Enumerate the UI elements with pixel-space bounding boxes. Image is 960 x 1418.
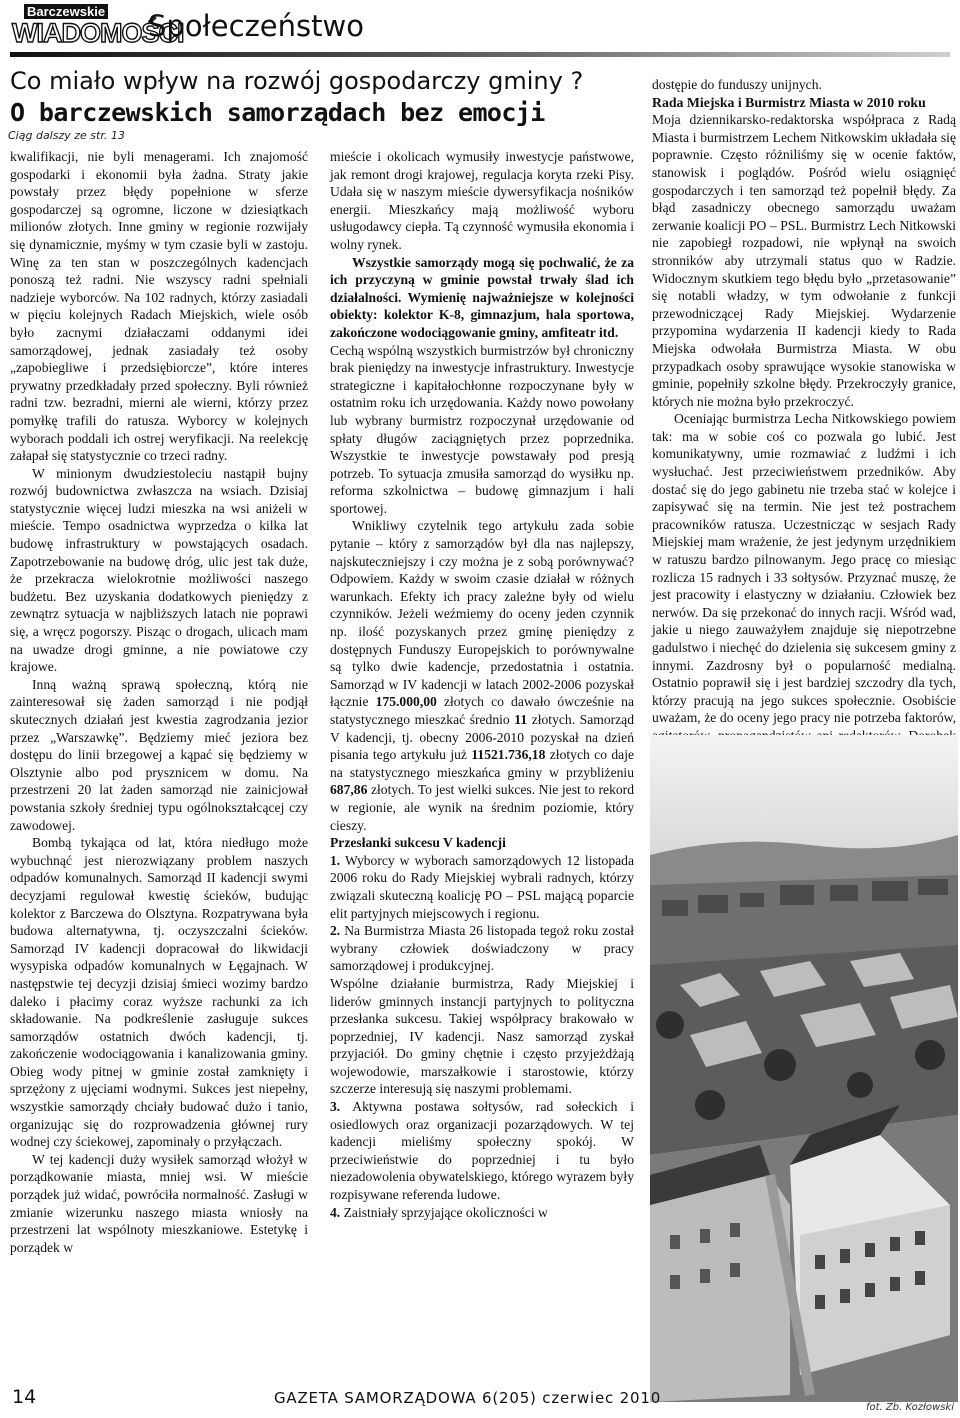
continued-note: Ciąg dalszy ze str. 13 (8, 129, 125, 142)
premise-number: 3. (330, 1099, 341, 1115)
premise-text: Wspólne działanie burmistrza, Rady Miejskiej i liderów gminnych instancji partyjnych to polityczna przesłanka sukcesu. Takiej współpracy brakowało w poprzedniej, IV kadencji. Nasz samorząd zyskał przyjaciół. Do gminy chętnie i często przyjeżdżają wojewodowie, marszałkowie i starostowie, którzy szczerze interesują się naszymi problemami. (330, 975, 634, 1097)
text-run: złotych co dawało ówcześnie na statystycznego mieszkać średnio (330, 694, 635, 727)
paragraph: W minionym dwudziestoleciu nastąpił bujny rozwój budownictwa zwłaszcza na wsiach. Dzisiaj statystycznie więcej ludzi mieszka na wsi aniżeli w mieście. Tempo osadnictwa wyprzedza o kilka lat budowę infrastruktury w powstających osadach. Zapotrzebowanie na budowę dróg, ulic jest tak duże, że przekracza wielokrotnie możliwości naszego budżetu. Bez uzyskania dodatkowych pieniędzy z zewnątrz sytuacja w najbliższych latach nie poprawi się, a wręcz pogorszy. Pisząc o drogach, ulicach mam na uwadze drogi gminne, a nie powiatowe czy krajowe. (10, 465, 308, 675)
page-footer (0, 1378, 960, 1418)
premise-item (330, 852, 634, 922)
subheading-premises: Przesłanki sukcesu V kadencji (330, 835, 506, 851)
premise-text: Wyborcy w wyborach samorządowych 12 listopada 2006 roku do Rady Miejskiej wybrali radnych, którzy związali skuteczną koalicję PO – PSL mającą poparcie elit partyjnych miejscowych i regionu. (330, 852, 634, 921)
premise-item (330, 1098, 634, 1204)
article-headline: Co miało wpływ na rozwój gospodarczy gminy ? (10, 67, 584, 95)
logo-bottom-text: WIADOMOŚCI (12, 18, 184, 48)
text-run: złotych co daje na statystycznego mieszkańca gminy w przybliżeniu (330, 747, 635, 780)
text-run: złotych. Samorząd V kadencji, tj. obecny 2006-2010 pozyskał na dzień pisania tego artykułu już (330, 712, 635, 763)
article-column-1 (10, 148, 308, 1376)
premise-item (330, 922, 634, 975)
article-column-3 (652, 76, 956, 816)
amount-2002-2006: 175.000,00 (375, 694, 437, 710)
premise-text: Aktywna postawa sołtysów, rad sołeckich i osiedlowych oraz organizacji pozarządowych. W tej kadencji mieliśmy społeczny spokój. W przeciwieństwie do poprzedniej i tu było niezadowolenia obywatelskiego, którego wyrazem były rozpisywane referenda ludowe. (330, 1099, 634, 1203)
premise-item (330, 1204, 634, 1222)
subheading-council: Rada Miejska i Burmistrz Miasta w 2010 roku (652, 94, 926, 110)
amount-per-capita-iv: 11 (514, 712, 528, 727)
text-run: Wnikliwy czytelnik tego artykułu zada sobie pytanie – który z samorządów był dla nas najlepszy, najskuteczniejszy i czy można je z sobą porównywać? Odpowiem. Każdy w swoim czasie działał w różnych warunkach. Efekty ich pracy zależne były od wielu czynników. Jeżeli weźmiemy do oceny jeden czynnik np. ilość pozyskanych przez gminę pieniędzy z dostępnych Funduszy Europejskich to porównywalne są tylko dwie kadencje, przedostatnia i ostatnia. Samorząd w IV kadencji w latach 2002-2006 pozyskał łącznie (330, 518, 634, 710)
paragraph: Cechą wspólną wszystkich burmistrzów był chroniczny brak pieniędzy na inwestycje infrastruktury. Inwestycje strategiczne i kapitałochłonne rozpoczynane były w ostatnim roku ich urzędowania. Każdy nowo powołany lub wybrany burmistrz rozpoczynał urzędowanie od spłaty długów zaciągniętych przez poprzednika. Wszystkie te inwestycje powstawały pod presją potrzeb. To sytuacja zmusiła samorząd do wysiłku np. reforma szkolnictwa – budowę gimnazjum i hali sportowej. (330, 342, 634, 516)
premise-text: Na Burmistrza Miasta 26 listopada tegoż roku został wybrany człowiek doświadczony w pracy samorządowej i produkcyjnej. (330, 923, 634, 974)
paragraph: Oceniając burmistrza Lecha Nitkowskiego powiem tak: ma w sobie coś co pozwala go lubić. Jest komunikatywny, umie rozmawiać z ludźmi i ich wysłuchać. Jest przeciwieństwem przedników. Aby dostać się do jego gabinetu nie trzeba stać w kolejce i zapisywać się na termin. Nie jest też postrachem pracowników ratusza. Uczestnicząc w sesjach Rady Miejskiej mam wrażenie, że jest jedynym urzędnikiem w ratuszu bardzo pilnowanym. Jego pracę co miesiąc rozlicza 15 radnych i 33 sołtysów. Przyznać muszę, że jest pracowity i elastyczny w działaniu. Człowiek bez nerwów. Da się przekonać do innych racji. Wśród wad, jakie u niego zauważyłem znajduje się niepotrzebne gadulstwo i niechęć do dzielenia się sukcesem gminy z innymi. Zazdrosny był o popularność medialną. Ostatnio poprawił się i jest bardziej szczodry dla tych, którzy pracują na jego sukces społecznie. Osobiście uważam, że do oceny jego pracy nie potrzeba faktorów, (652, 411, 956, 726)
text-run: złotych. To jest wielki sukces. Nie jest to rekord w regionie, ale wynik na średnim poziomie, który cieszy. (330, 782, 634, 833)
premise-item (330, 975, 634, 1098)
article-subheadline: O barczewskich samorządach bez emocji (10, 98, 545, 127)
amount-2006-2010: 11521.736,18 (471, 747, 546, 763)
logo-top-text: Barczewskie (24, 4, 108, 19)
paragraph: Bombą tykająca od lat, która niedługo może wybuchnąć jest nierozwiązany problem naszych odpadów komunalnych. Samorząd II kadencji swymi decyzjami regulował kwestię ścieków, budując kolektor z Barczewa do Olsztyna. Rozpatrywana była budowa alternatywna, tj. oczyszczalni ścieków. Samorząd IV kadencji dopracował do likwidacji wysypiska odpadów komunalnych w Łęgajnach. W następstwie tej decyzji dzisiaj śmieci wozimy bardzo daleko i płacimy coraz wyższe rachunki za ich składowanie. Na podkreślenie zasługuje sukces samorządów ostatnich dwóch kadencji, tj. zakończenie wodociągowania i kanalizowania gminy. Obieg wody pitnej w gminie został zamknięty i sprzężony z ujęciami wodnymi. Sukces jest niepełny, wszystkie samorządy chciały budować dużo i tanio, organizując się do rozprowadzenia głównej rury wodnej czy ściekowej, zapominały o przyłączach. (10, 835, 308, 1150)
paragraph: dostępie do funduszy unijnych. (652, 77, 822, 92)
highlight-paragraph: Wszystkie samorządy mogą się pochwalić, że za ich przyczyną w gminie powstał trwały ślad ich działalności. Wymienię najważniejsze w kolejności obiekty: kolektor K-8, gimnazjum, hala sportowa, zakończone wodociągowanie gminy, amfiteatr itd. (330, 254, 634, 340)
photo-credit: fot. Zb. Kozłowski (866, 1402, 954, 1413)
masthead (10, 4, 950, 52)
newspaper-logo (10, 4, 184, 48)
premise-number: 4. (330, 1204, 341, 1220)
paragraph: Moja dziennikarsko-redaktorska współpraca z Radą Miasta i burmistrzem Lechem Nitkowskim układała się poprawnie. Często różniliśmy się w ocenie faktów, stanowisk i poglądów. Pośród wielu osiągnięć gospodarczych i ten samorząd też popełnił błędy. Za błąd zasadniczy obecnego samorządu uważam zerwanie koalicji PO – PSL. Burmistrz Lech Nitkowski nie zapobiegł rozpadowi, nie wpłynął na swoich stronników aby utrzymali status quo w Radzie. Widocznym skutkiem tego błędu było „przetasowanie” się notabli władzy, w tym odwołanie z funkcji przewodniczącej Rady Miejskiej. Wydarzenie przypomina wydarzenia II kadencji kiedy to Rada Miejska odwołała Burmistrza Miasta. W obu przypadkach osoby sprawujące wysokie stanowiska w gminie, popełniły szkolne błędy. Przekroczyły granice, których nie można było przekroczyć. (652, 112, 956, 409)
journal-issue: GAZETA SAMORZĄDOWA 6(205) czerwiec 2010 (274, 1389, 662, 1407)
paragraph: mieście i okolicach wymusiły inwestycje państwowe, jak remont drogi krajowej, regulacja koryta rzeki Pisy. Udała się w naszym mieście dywersyfikacja nośników energii. Mieszkańcy mają możliwość wyboru usługodawcy ciepła. Tą czynność wymusiła ekonomia i wolny rynek. (330, 149, 634, 252)
masthead-rule (10, 52, 950, 57)
paragraph: Inną ważną sprawą społeczną, którą nie zainteresował się żaden samorząd i nie podjął skutecznych działań jest kwestia zagrodzania jezior przez „Warszawkę”. Będziemy mieć jeziora bez dostępu do linii brzegowej a kąpać się będziemy w Olsztynie albo pod prysznicem w domu. Na przestrzeni 20 lat żaden samorząd nie zainicjował powstania szkoły średniej typu ogólnokształcącej czy zawodowej. (10, 676, 308, 833)
section-title: Społeczeństwo (148, 9, 364, 43)
article-column-2 (330, 148, 634, 1376)
premise-text: Zaistniały sprzyjające okoliczności w (343, 1204, 548, 1220)
town-aerial-photo (650, 735, 958, 1402)
page-number: 14 (12, 1386, 37, 1408)
paragraph: W tej kadencji duży wysiłek samorząd włożył w porządkowanie miasta, mniej wsi. W mieście porządek już widać, powróciła normalność. Zasługi w zmianie wizerunku naszego miasta wniosły na przestrzeni lat wspólnoty mieszkaniowe. Estetykę i porządek w (10, 1151, 308, 1255)
premise-number: 1. (330, 852, 341, 868)
amount-per-capita-v: 687,86 (330, 782, 368, 798)
paragraph: kwalifikacji, nie byli menagerami. Ich znajomość gospodarki i ekonomii była żadna. Straty jakie powstały przez błędy popełnione w sferze gospodarczej są ogromne, liczone w dziesiątkach milionów złotych. Inne gminy w regionie rozwijały się dynamicznie, myśmy w tym czasie byli w zastoju. Winę za ten stan w poszczególnych kadencjach ponoszą też radni. Nie wszyscy radni spełniali nadzieje wyborców. Na 102 radnych, którzy zasiadali w pięciu kolejnych Radach Miejskich, wiele osób było zacnymi działaczami oddanymi idei samorządowej, jednak zasiadały też osoby „zapobiegliwe i przedsiębiorcze”, które interes prywatny przedkładały przed społeczny. Byli również radni tzw. bezradni, mierni ale wierni, którzy przez pomyłkę trafili do ratusza. Wyborcy w kolejnych wyborach poddali ich ostrej weryfikacji. Na reelekcję załapał się statystycznie co trzeci radny. (10, 149, 308, 464)
premise-number: 2. (330, 923, 341, 939)
paragraph (330, 517, 634, 834)
